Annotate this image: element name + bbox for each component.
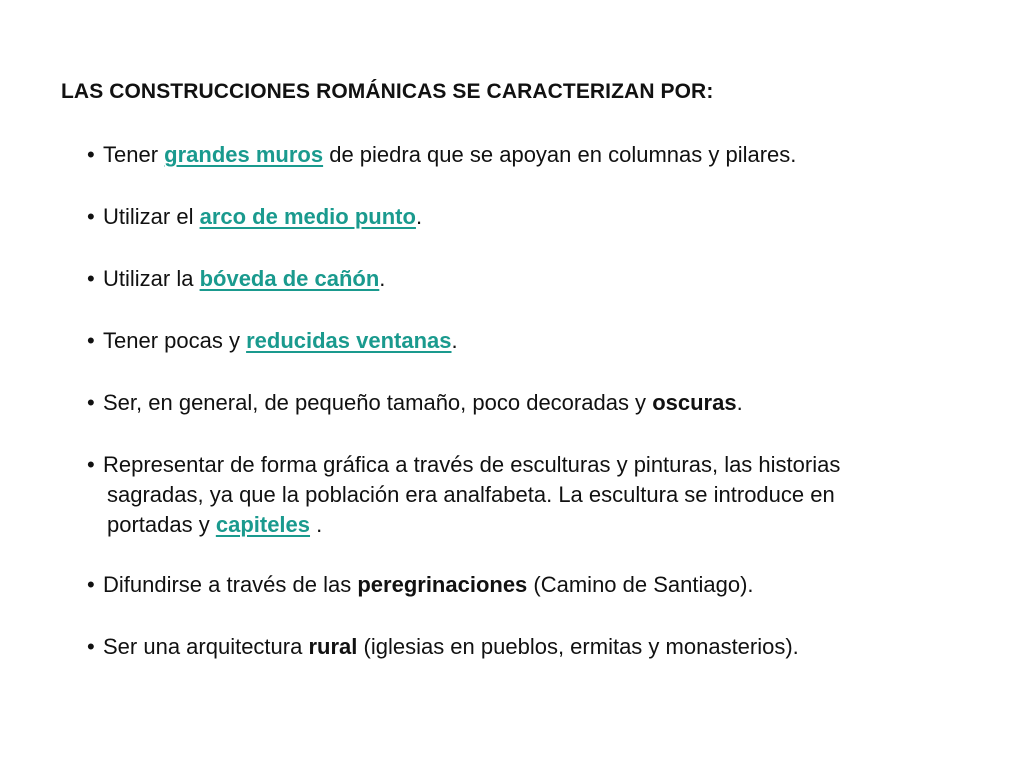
emphasis-peregrinaciones: peregrinaciones	[357, 572, 528, 597]
bullet-list	[87, 140, 987, 694]
bullet-text-line-3	[103, 510, 987, 540]
link-reducidas-ventanas[interactable]: reducidas ventanas	[246, 328, 452, 353]
bullet-text: portadas y	[107, 512, 216, 537]
bullet-text: Tener pocas y	[103, 328, 247, 353]
bullet-oscuras	[87, 388, 987, 418]
bullet-text: (iglesias en pueblos, ermitas y monasterios).	[357, 634, 799, 659]
bullet-text: .	[451, 328, 458, 353]
bullet-grandes-muros	[87, 140, 987, 170]
bullet-text: .	[310, 512, 323, 537]
link-arco-medio-punto[interactable]: arco de medio punto	[199, 204, 416, 229]
bullet-rural	[87, 632, 987, 662]
bullet-arco-medio-punto	[87, 202, 987, 232]
bullet-text: Utilizar la	[103, 266, 200, 291]
bullet-text-line-2: sagradas, ya que la población era analfabeta. La escultura se introduce en	[107, 482, 835, 507]
emphasis-rural: rural	[308, 634, 358, 659]
bullet-text: Difundirse a través de las	[103, 572, 358, 597]
bullet-text: Ser, en general, de pequeño tamaño, poco decoradas y	[103, 390, 653, 415]
slide-title: LAS CONSTRUCCIONES ROMÁNICAS SE CARACTERIZAN POR:	[61, 80, 714, 103]
link-capiteles[interactable]: capiteles	[215, 512, 311, 537]
link-grandes-muros[interactable]: grandes muros	[164, 142, 324, 167]
bullet-text: .	[415, 204, 423, 229]
bullet-text: Ser una arquitectura	[103, 634, 309, 659]
bullet-text-line-1: Representar de forma gráfica a través de esculturas y pinturas, las historias	[103, 452, 841, 477]
bullet-text: de piedra que se apoyan en columnas y pilares.	[323, 142, 797, 167]
bullet-text: Utilizar el	[103, 204, 200, 229]
bullet-text: .	[736, 390, 743, 415]
bullet-reducidas-ventanas	[87, 326, 987, 356]
bullet-peregrinaciones	[87, 570, 987, 600]
link-boveda-canon[interactable]: bóveda de cañón	[199, 266, 380, 291]
bullet-text: Tener	[103, 142, 165, 167]
bullet-boveda-canon	[87, 264, 987, 294]
bullet-text: .	[379, 266, 386, 291]
emphasis-oscuras: oscuras	[652, 390, 737, 415]
bullet-text: (Camino de Santiago).	[527, 572, 754, 597]
bullet-representar	[87, 450, 987, 540]
